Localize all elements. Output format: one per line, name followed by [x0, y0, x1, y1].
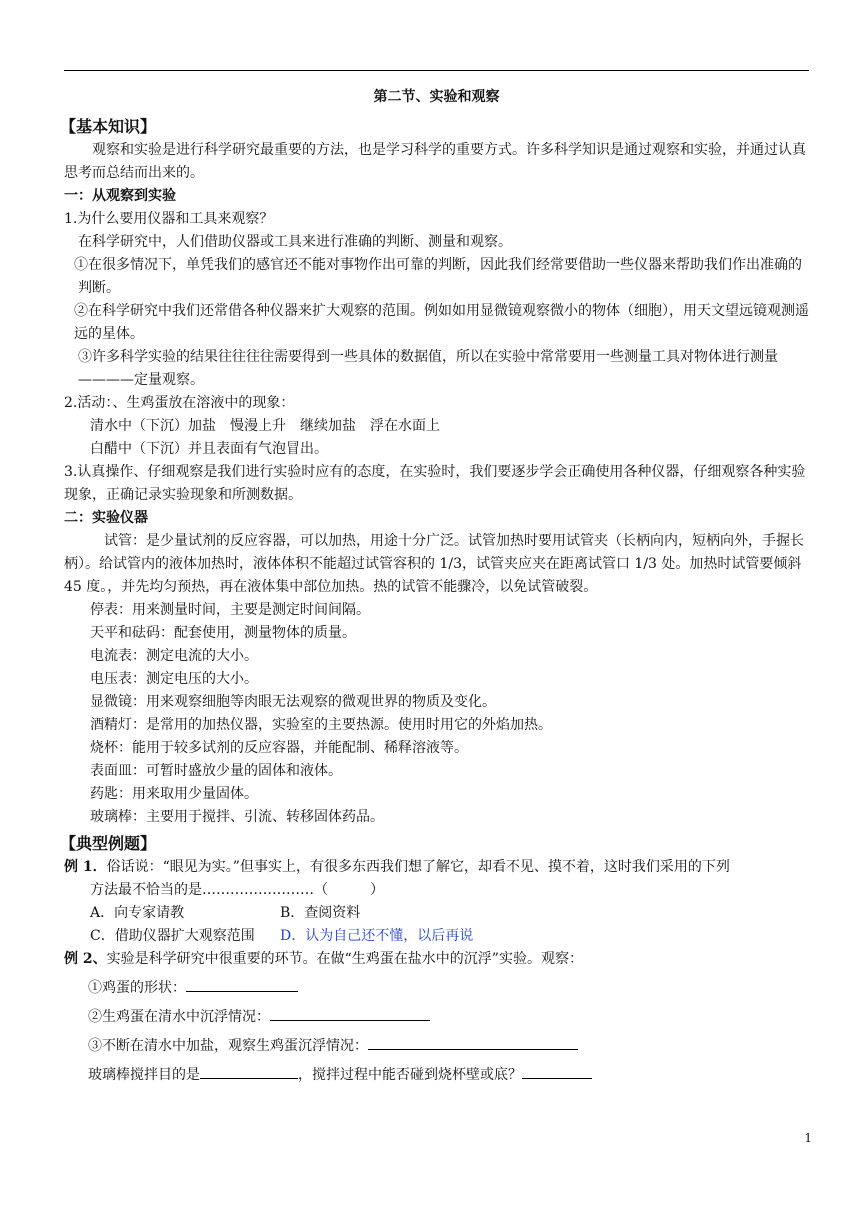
example-2-item3 [64, 1035, 809, 1058]
answer-blank[interactable] [368, 1035, 578, 1050]
instrument-item: 停表：用来测量时间，主要是测定时间间隔。 [90, 602, 370, 618]
example-2-stem [64, 948, 809, 971]
instrument-item: 烧杯：能用于较多试剂的反应容器，并能配制、稀释溶液等。 [90, 740, 468, 756]
item4-label-a: 玻璃棒搅拌目的是 [88, 1067, 200, 1083]
option-b: B．查阅资料 [280, 905, 361, 921]
option-c: C．借助仪器扩大观察范围 [90, 928, 255, 944]
instrument-item: 玻璃棒：主要用于搅拌、引流、转移固体药品。 [90, 809, 384, 825]
item3-label: ③不断在清水中加盐，观察生鸡蛋沉浮情况： [88, 1038, 368, 1054]
page-title: 第二节、实验和观察 [373, 89, 500, 105]
part1-heading: 一：从观察到实验 [64, 188, 176, 204]
example-2-item1 [64, 977, 809, 1000]
test-tube-paragraph: 试管：是少量试剂的反应容器，可以加热，用途十分广泛。试管加热时要用试管夹（长柄向内，短柄向外，手握长柄）。给试管内的液体加热时，液体体积不能超过试管容积的 1/3，试管夹应夹在距离试管口 1/3 处。加热时试管要倾斜 45 度。，并先均匀预热，再在液体集中部位加热。热的试管不能骤冷，以免试管破裂。 [64, 533, 804, 595]
instrument-item: 显微镜：用来观察细胞等肉眼无法观察的微观世界的物质及变化。 [90, 694, 496, 710]
example-1-stem-line2: 方法最不恰当的是……………………（ ） [90, 882, 384, 898]
example-2-stem-text: 实验是科学研究中很重要的环节。在做“生鸡蛋在盐水中的沉浮”实验。观察： [106, 951, 583, 967]
part1-question1: 1.为什么要用仪器和工具来观察？ [64, 211, 274, 227]
example-1-stem-line1: 俗话说：“眼见为实。”但事实上，有很多东西我们想了解它，却看不见、摸不着，这时我们采用的下列 [106, 859, 730, 875]
example-1-label: 例 1． [64, 859, 107, 875]
page-number: 1 [804, 1131, 812, 1145]
instrument-item: 药匙：用来取用少量固体。 [90, 786, 258, 802]
instrument-item: 电压表：测定电压的大小。 [90, 671, 258, 687]
item2-label: ②生鸡蛋在清水中沉浮情况： [88, 1009, 270, 1025]
part1-q1-intro: 在科学研究中，人们借助仪器或工具来进行准确的判断、测量和观察。 [78, 234, 512, 250]
part1-q2-line1: 清水中（下沉）加盐 慢漫上升 继续加盐 浮在水面上 [90, 418, 440, 434]
example-1-options-row1 [64, 902, 809, 925]
instrument-item: 电流表：测定电流的大小。 [90, 648, 258, 664]
example-2 [64, 948, 809, 1087]
example-1-stem [64, 856, 809, 879]
part1-point2: ②在科学研究中我们还常借各种仪器来扩大观察的范围。例如如用显微镜观察微小的物体（细胞），用天文望远镜观测遥远的星体。 [74, 303, 809, 342]
example-2-item4 [64, 1064, 809, 1087]
instrument-item: 表面皿：可暂时盛放少量的固体和液体。 [90, 763, 342, 779]
part1-point1: ①在很多情况下，单凭我们的感官还不能对事物作出可靠的判断，因此我们经常要借助一些仪器来帮助我们作出准确的判断。 [74, 257, 802, 296]
document-body [60, 86, 809, 1087]
instrument-item: 酒精灯：是常用的加热仪器，实验室的主要热源。使用时用它的外焰加热。 [90, 717, 552, 733]
example-1 [64, 856, 809, 948]
instrument-item: 天平和砝码：配套使用，测量物体的质量。 [90, 625, 356, 641]
example-2-label: 例 2、 [64, 951, 107, 967]
intro-paragraph: 观察和实验是进行科学研究最重要的方法，也是学习科学的重要方式。许多科学知识是通过观察和实验，并通过认真思考而总结而出来的。 [64, 142, 806, 181]
answer-blank[interactable] [186, 977, 298, 992]
part1-question2: 2.活动：、生鸡蛋放在溶液中的现象： [64, 395, 295, 411]
example-2-item2 [64, 1006, 809, 1029]
item1-label: ①鸡蛋的形状： [88, 980, 186, 996]
section-basic-heading: 【基本知识】 [60, 117, 157, 136]
section-examples-heading: 【典型例题】 [60, 834, 157, 853]
option-a: A．向专家请教 [90, 905, 185, 921]
answer-blank[interactable] [270, 1006, 430, 1021]
item4-label-b: ，搅拌过程中能否碰到烧杯壁或底？ [298, 1067, 522, 1083]
part2-heading: 二：实验仪器 [64, 510, 148, 526]
part1-q2-line2: 白醋中（下沉）并且表面有气泡冒出。 [90, 441, 328, 457]
answer-blank[interactable] [522, 1064, 592, 1079]
option-d: D．认为自己还不懂，以后再说 [280, 928, 474, 944]
part1-question3: 3.认真操作、仔细观察是我们进行实验时应有的态度，在实验时，我们要逐步学会正确使用各种仪器，仔细观察各种实验现象，正确记录实验现象和所测数据。 [64, 464, 806, 503]
part1-point3: ③许多科学实验的结果往往往往需要得到一些具体的数据值，所以在实验中常常要用一些测量工具对物体进行测量————定量观察。 [78, 349, 778, 388]
answer-blank[interactable] [200, 1064, 298, 1079]
example-1-options-row2 [64, 925, 809, 948]
header-rule [64, 70, 809, 71]
